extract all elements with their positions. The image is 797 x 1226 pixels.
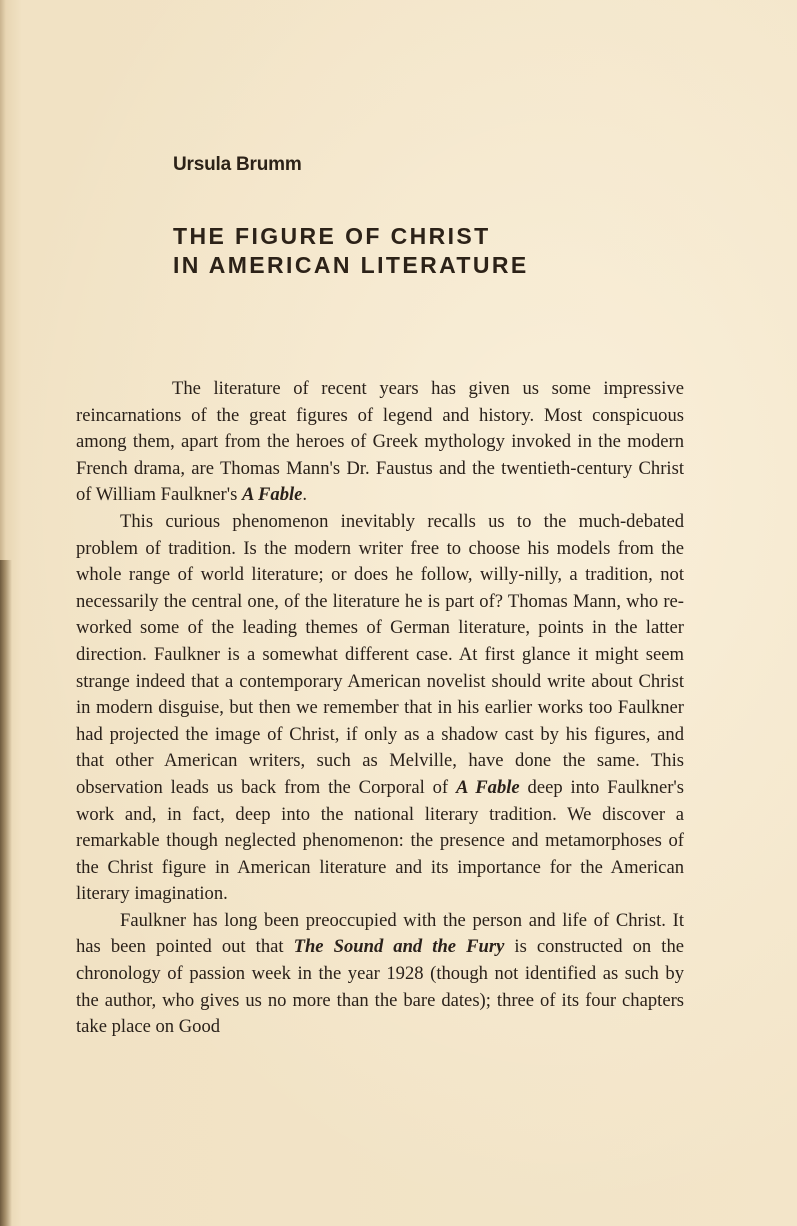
- title-line-1: THE FIGURE OF CHRIST: [173, 223, 491, 249]
- book-title-a-fable: A Fable: [456, 776, 520, 798]
- paragraph-1-seg-1: The literature of recent years has given us some impressive reincarnations of the great figures of legend and history. Most conspicuous among them, apart from the heroes of Greek mythology invoked in the modern French drama, are Thomas Mann's Dr. Faustus and the twentieth-century Christ of William Faulkner's: [76, 378, 684, 506]
- essay-title: [173, 222, 529, 280]
- book-title-a-fable: A Fable: [241, 484, 303, 506]
- paragraph-2-seg-3: deep into Faulkner's work and, in fact, deep into the national literary tradition. We discover a remarkable though neglected phenomenon: the presence and metamorphoses of the Christ figure in American literature and its importance for the American literary imagination.: [76, 776, 684, 905]
- paragraph-3: [76, 908, 684, 1041]
- paragraph-1-seg-3: .: [302, 484, 308, 506]
- book-title-sound-and-fury: The Sound and the Fury: [293, 936, 505, 958]
- body-text: [76, 376, 684, 1041]
- spine-shadow: [0, 560, 12, 1226]
- paragraph-1: [76, 376, 684, 509]
- title-line-2: IN AMERICAN LITERATURE: [173, 252, 529, 278]
- paragraph-3-seg-3: is constructed on the chronology of passion week in the year 1928 (though not identified as such by the author, who gives us no more than the bare dates); three of its four chapters take place on Good: [76, 936, 684, 1038]
- paragraph-2-seg-1: This curious phenomenon inevitably recalls us to the much-debated problem of tradition. Is the modern writer free to choose his models from the whole range of world literature; or does he follow, willy-nilly, a tradition, not necessarily the central one, of the literature he is part of? Thomas Mann, who re-worked some of the leading themes of German literature, points in the latter direction. Faulkner is a somewhat different case. At first glance it might seem strange indeed that a contemporary American novelist should write about Christ in modern disguise, but then we remember that in his earlier works too Faulkner had projected the image of Christ, if only as a shadow cast by his figures, and that other American writers, such as Melville, have done the same. This observation leads us back from the Corporal of: [76, 510, 684, 798]
- paragraph-3-seg-1: Faulkner has long been preoccupied with the person and life of Christ. It has been pointed out that: [76, 909, 684, 958]
- paragraph-2: [76, 509, 684, 908]
- author-name: Ursula Brumm: [173, 154, 302, 175]
